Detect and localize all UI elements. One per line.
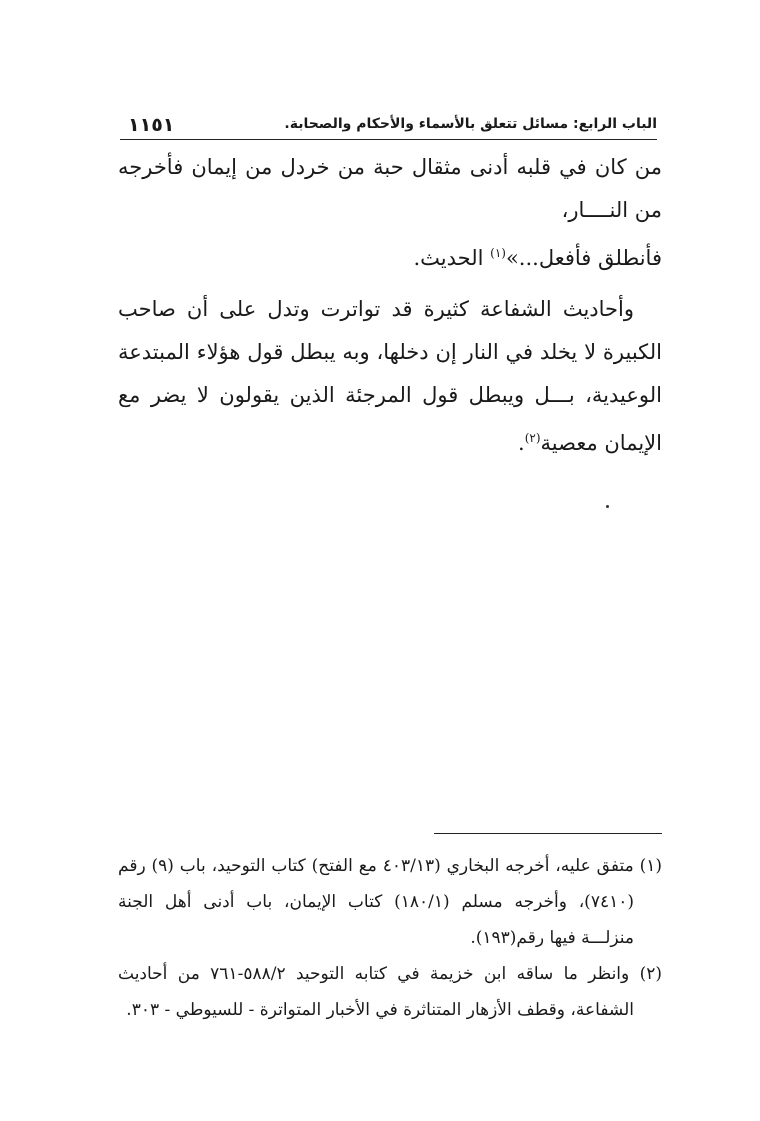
footnote-1: (١) متفق عليه، أخرجه البخاري (٤٠٣/١٣ مع الفتح) كتاب التوحيد، باب (٩) رقم (٧٤١٠)، وأخرجه مسلم (١٨٠/١) كتاب الإيمان، باب أدنى أهل الجنة منزلـــة فيها رقم(١٩٣). (118, 856, 662, 948)
footnote-divider (434, 833, 662, 834)
footnote-ref-2: (٢) (524, 431, 541, 445)
main-text (118, 146, 662, 465)
page-number: ١١٥١ (128, 114, 175, 136)
chapter-title: الباب الرابع: مسائل تتعلق بالأسماء والأحكام والصحابة. (284, 116, 657, 132)
paragraph-1-tail: الحديث. (413, 246, 491, 270)
header-divider (120, 139, 657, 140)
paragraph-1-line-1: من كان في قلبه أدنى مثقال حبة من خردل من إيمان فأخرجه من النــــار، (118, 155, 662, 222)
paragraph-2-end: . (518, 431, 525, 455)
paragraph-1 (118, 146, 662, 280)
footnotes (118, 848, 662, 1028)
paragraph-1-line-2: فأنطلق فأفعل...» (505, 246, 662, 270)
paragraph-2 (118, 288, 662, 465)
ink-speck (606, 505, 609, 508)
paragraph-2-text: وأحاديث الشفاعة كثيرة قد تواترت وتدل على أن صاحب الكبيرة لا يخلد في النار إن دخلها، وبه يبطل قول هؤلاء المبتدعة الوعيدية، بـــل ويبطل قول المرجئة الذين يقولون لا يضر مع الإيمان معصية (118, 297, 662, 455)
footnote-ref-1: (١) (490, 246, 506, 260)
running-header (120, 114, 657, 140)
footnote-2: (٢) وانظر ما ساقه ابن خزيمة في كتابه التوحيد ٥٨٨/٢-٧٦١ من أحاديث الشفاعة، وقطف الأزهار المتناثرة في الأخبار المتواترة - للسيوطي - ٣٠٣. (118, 964, 663, 1020)
